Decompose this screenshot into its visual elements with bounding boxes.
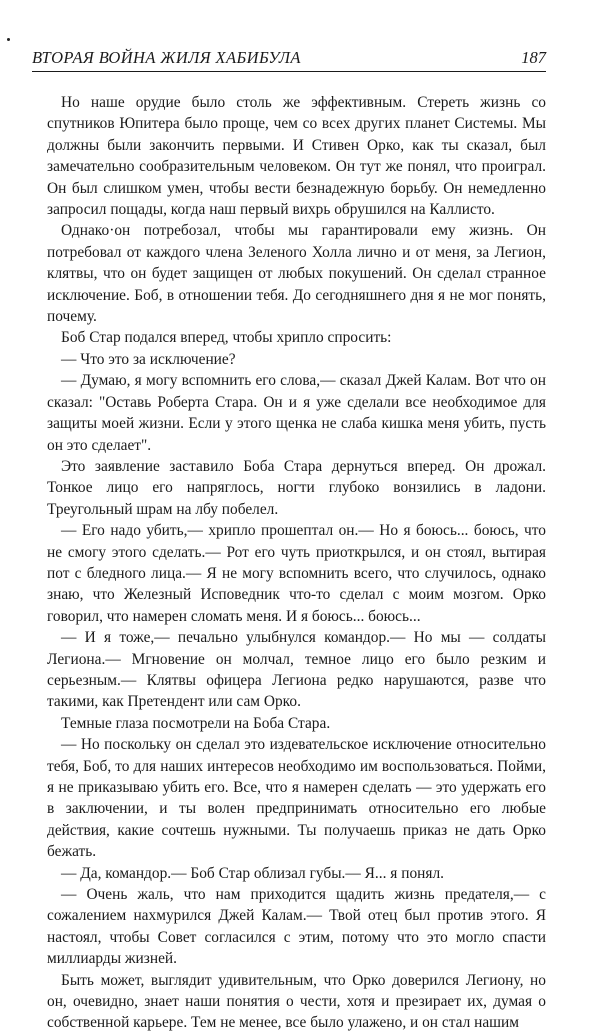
header-rule: [32, 71, 546, 72]
paragraph: — Очень жаль, что нам приходится щадить жизнь предателя,— с сожалением нахмурился Джей Калам.— Твой отец был против этого. Я настоял, чтобы Совет согласился с этим, потому что это могло спасти миллиарды жизней.: [47, 886, 546, 968]
running-title: ВТОРАЯ ВОЙНА ЖИЛЯ ХАБИБУЛА: [32, 48, 301, 67]
paragraph: Но наше орудие было столь же эффективным. Стереть жизнь со спутников Юпитера было проще, чем со всех других планет Системы. Мы должны были закончить первыми. И Стивен Орко, как ты сказал, был замечательно сообразительным человеком. Он тут же понял, что проиграл. Он был слишком умен, чтобы вести безнадежную борьбу. Он немедленно запросил пощады, когда наш первый вихрь обрушился на Каллисто.: [47, 94, 546, 219]
paragraph: — Да, командор.— Боб Стар облизал губы.— Я... я понял.: [61, 864, 444, 882]
paragraph: — Думаю, я могу вспомнить его слова,— сказал Джей Калам. Вот что он сказал: "Оставь Роберта Стара. Он и я уже сделали все необходимое для защиты моей жизни. Если у этого щенка не слаба кишка меня убить, пусть он это сделает".: [47, 372, 546, 454]
page-speck: [7, 38, 10, 41]
paragraph: Быть может, выглядит удивительным, что Орко доверился Легиону, но он, очевидно, знает наши понятия о чести, хотя и презирает их, думая о собственной карьере. Тем не менее, все было улажено, и он стал нашим: [47, 971, 546, 1032]
paragraph: — Его надо убить,— хрипло прошептал он.— Но я боюсь... боюсь, что не смогу этого сделать.— Рот его чуть приоткрылся, и он стоял, вытирая пот с бледного лица.— Я не могу вспомнить всего, что случилось, однако знаю, что Железный Исповедник что-то сделал с моим мозгом. Орко говорил, что намерен сломать меня. И я боюсь... боюсь...: [47, 522, 546, 625]
paragraph: Однако·он потребозал, чтобы мы гарантировали ему жизнь. Он потребовал от каждого члена Зеленого Холла лично и от меня, за Легион, клятвы, что он будет защищен от любых покушений. Он сделал странное исключение. Боб, в отношении тебя. До сегодняшнего дня я не мог понять, почему.: [47, 222, 546, 326]
paragraph: — И я тоже,— печально улыбнулся командор.— Но мы — солдаты Легиона.— Мгновение он молчал, темное лицо его было резким и серьезным.— Клятвы офицера Легиона редко нарушаются, разве что такими, как Претендент или сам Орко.: [47, 629, 546, 711]
paragraph: Это заявление заставило Боба Стара дернуться вперед. Он дрожал. Тонкое лицо его напряглось, ногти глубоко вонзились в ладони. Треугольный шрам на лбу побелел.: [47, 457, 546, 518]
page-number: 187: [521, 48, 546, 67]
body-text: [47, 92, 546, 1034]
paragraph: — Но поскольку он сделал это издевательское исключение относительно тебя, Боб, то для наших интересов необходимо им воспользоваться. Пойми, я не приказываю убить его. Все, что я намерен сделать — это удержать его в заключении, и ты волен предпринимать относительно его любые действия, какие сочтешь нужными. Ты получаешь приказ не дать Орко бежать.: [47, 736, 546, 861]
paragraph: Темные глаза посмотрели на Боба Стара.: [61, 714, 331, 732]
running-head: [32, 48, 546, 68]
paragraph: — Что это за исключение?: [61, 350, 236, 368]
paragraph: Боб Стар подался вперед, чтобы хрипло спросить:: [61, 329, 392, 347]
